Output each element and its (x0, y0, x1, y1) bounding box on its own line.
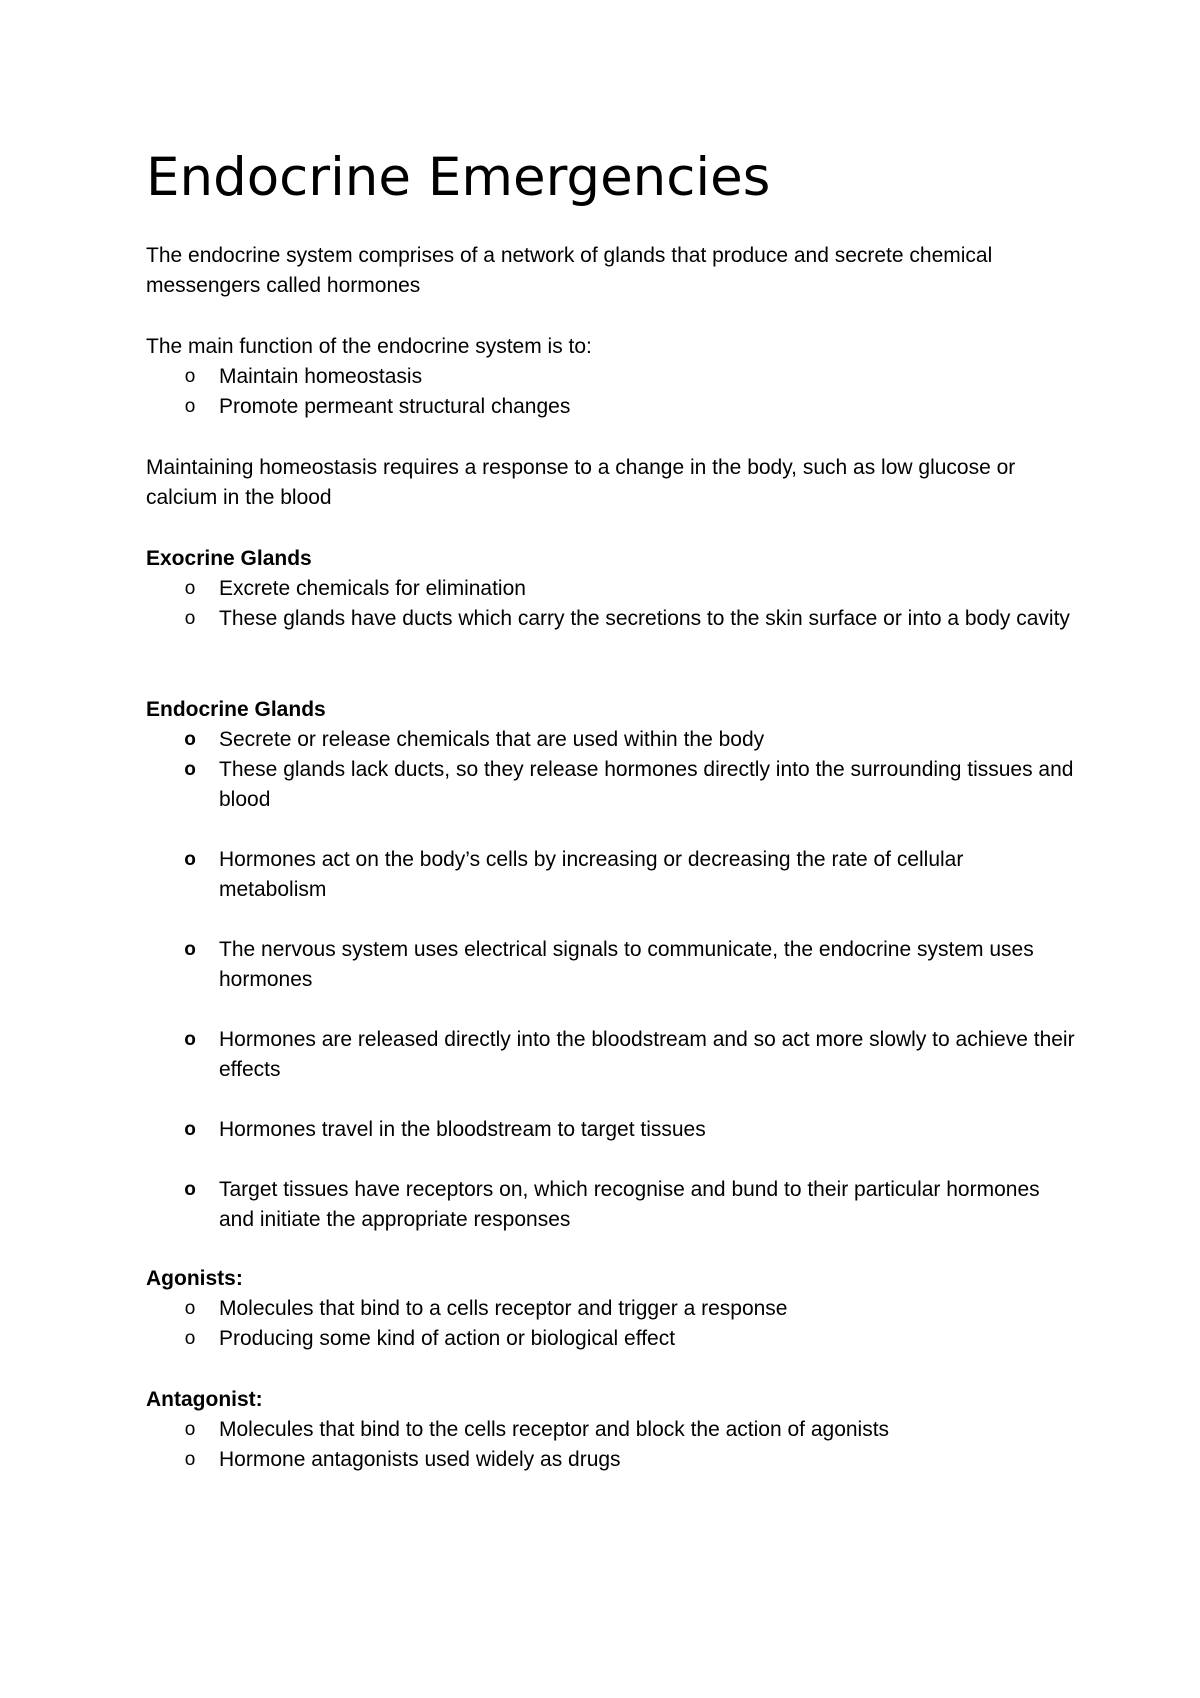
bullet-icon: o (184, 1179, 196, 1200)
antagonist-list (146, 1415, 1076, 1475)
function-list (146, 362, 1076, 422)
list-item: o Excrete chemicals for elimination (146, 574, 1076, 604)
list-item: o Producing some kind of action or biological effect (146, 1324, 1076, 1354)
list-item: o Molecules that bind to the cells receptor and block the action of agonists (146, 1415, 1076, 1445)
agonists-list (146, 1294, 1076, 1354)
endocrine-list (146, 725, 1076, 1235)
list-item: o Promote permeant structural changes (146, 392, 1076, 422)
exocrine-heading: Exocrine Glands (146, 547, 312, 570)
list-item: o Target tissues have receptors on, which recognise and bund to their particular hormones and initiate the appropriate responses (146, 1175, 1076, 1235)
list-item: o Hormones are released directly into the bloodstream and so act more slowly to achieve their effects (146, 1025, 1076, 1085)
bullet-icon: o (184, 1298, 196, 1319)
list-item: o These glands have ducts which carry the secretions to the skin surface or into a body cavity (146, 604, 1076, 634)
bullet-icon: o (184, 608, 196, 629)
list-item: o Hormone antagonists used widely as drugs (146, 1445, 1076, 1475)
bullet-icon: o (184, 939, 196, 960)
function-lead: The main function of the endocrine system is to: (146, 335, 592, 358)
list-item: o These glands lack ducts, so they release hormones directly into the surrounding tissues and blood (146, 755, 1076, 815)
bullet-icon: o (184, 1449, 196, 1470)
bullet-icon: o (184, 366, 196, 387)
antagonist-section (146, 1385, 1076, 1475)
list-item: o Maintain homeostasis (146, 362, 1076, 392)
bullet-icon: o (184, 1119, 196, 1140)
bullet-icon: o (184, 578, 196, 599)
page-title: Endocrine Emergencies (146, 147, 771, 208)
homeostasis-section (146, 453, 1076, 513)
endocrine-section (146, 695, 1076, 1235)
list-item: o Hormones travel in the bloodstream to target tissues (146, 1115, 1076, 1145)
list-item: o The nervous system uses electrical signals to communicate, the endocrine system uses hormones (146, 935, 1076, 995)
exocrine-section (146, 544, 1076, 634)
intro-paragraph: The endocrine system comprises of a network of glands that produce and secrete chemical messengers called hormones (146, 244, 993, 297)
agonists-heading: Agonists: (146, 1267, 243, 1290)
homeostasis-paragraph: Maintaining homeostasis requires a response to a change in the body, such as low glucose or calcium in the blood (146, 456, 1016, 509)
antagonist-heading: Antagonist: (146, 1388, 263, 1411)
intro-section (146, 241, 1076, 301)
list-item: o Hormones act on the body’s cells by increasing or decreasing the rate of cellular metabolism (146, 845, 1076, 905)
agonists-section (146, 1264, 1076, 1354)
bullet-icon: o (184, 1328, 196, 1349)
list-item: o Molecules that bind to a cells receptor and trigger a response (146, 1294, 1076, 1324)
bullet-icon: o (184, 729, 196, 750)
bullet-icon: o (184, 1029, 196, 1050)
exocrine-list (146, 574, 1076, 634)
bullet-icon: o (184, 849, 196, 870)
function-section (146, 332, 1076, 422)
endocrine-heading: Endocrine Glands (146, 698, 326, 721)
bullet-icon: o (184, 1419, 196, 1440)
list-item: o Secrete or release chemicals that are used within the body (146, 725, 1076, 755)
bullet-icon: o (184, 396, 196, 417)
bullet-icon: o (184, 759, 196, 780)
